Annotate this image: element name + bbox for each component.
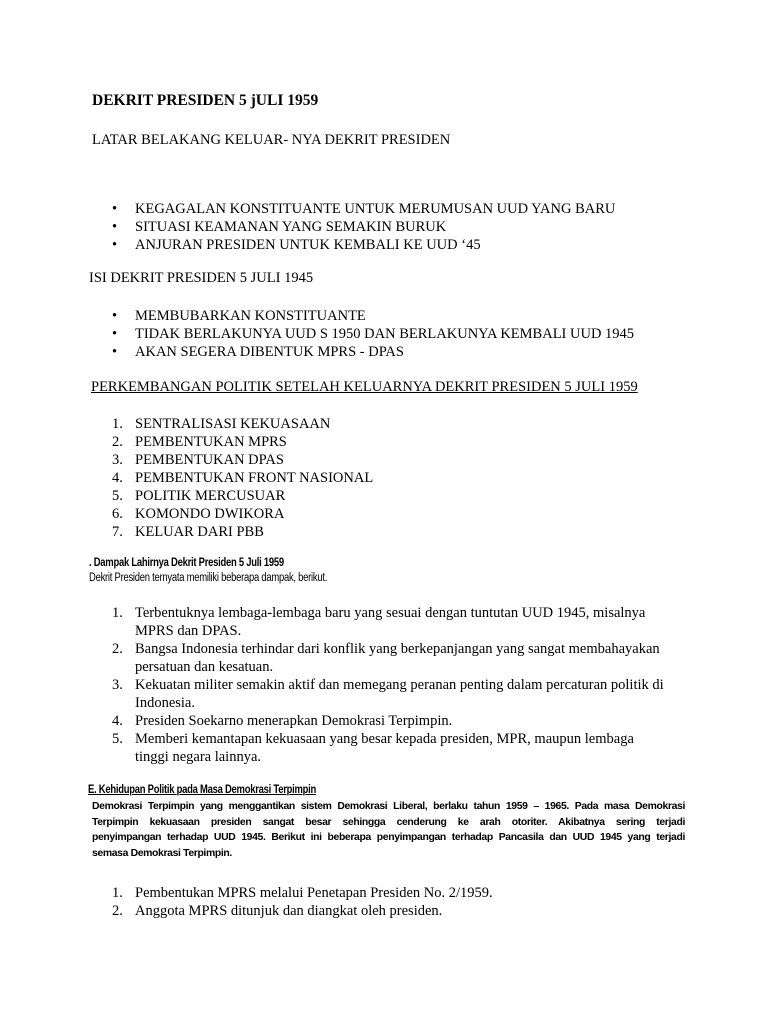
list-item: 5. Memberi kemantapan kekuasaan yang besar kepada presiden, MPR, maupun lembaga tinggi negara lainnya. [112,731,634,765]
paragraph-line: penyimpangan terhadap UUD 1945. Berikut ini beberapa penyimpangan terhadap Pancasila dan UUD 1945 yang terjadi [92,832,685,843]
list-item: • TIDAK BERLAKUNYA UUD S 1950 DAN BERLAKUNYA KEMBALI UUD 1945 [112,326,635,342]
bullet-icon: • [112,237,118,253]
list-item: 6. KOMONDO DWIKORA [112,506,285,522]
background-list [112,200,616,254]
list-item: 4. Presiden Soekarno menerapkan Demokrasi Terpimpin. [112,713,453,729]
list-item: • AKAN SEGERA DIBENTUK MPRS - DPAS [112,344,404,360]
background-heading: LATAR BELAKANG KELUAR- NYA DEKRIT PRESIDEN [92,132,451,148]
bullet-icon: • [112,219,118,235]
list-item: 1. Terbentuknya lembaga-lembaga baru yang sesuai dengan tuntutan UUD 1945, misalnya MPRS dan DPAS. [112,605,646,639]
list-item: 3. Kekuatan militer semakin aktif dan memegang peranan penting dalam percaturan politik di Indonesia. [112,677,664,711]
development-list [112,415,374,541]
list-item: • ANJURAN PRESIDEN UNTUK KEMBALI KE UUD ‘45 [112,237,481,253]
list-item: 2. Bangsa Indonesia terhindar dari konflik yang berkepanjangan yang sangat membahayakan persatuan dan kesatuan. [112,641,660,675]
content-heading: ISI DEKRIT PRESIDEN 5 JULI 1945 [89,270,314,286]
impact-intro: Dekrit Presiden ternyata memiliki beberapa dampak, berikut. [89,572,328,584]
document-title: DEKRIT PRESIDEN 5 jULI 1959 [92,92,319,109]
paragraph-line: semasa Demokrasi Terpimpin. [92,847,232,859]
guided-democracy-paragraph [92,799,685,861]
list-item: 1. SENTRALISASI KEKUASAAN [112,416,331,432]
impact-heading: . Dampak Lahirnya Dekrit Presiden 5 Juli 1959 [89,557,284,569]
paragraph-line: Demokrasi Terpimpin yang menggantikan sistem Demokrasi Liberal, berlaku tahun 1959 – 1965. Pada masa Demokrasi [92,801,685,812]
impact-list [112,604,670,766]
list-item: • KEGAGALAN KONSTITUANTE UNTUK MERUMUSAN UUD YANG BARU [112,201,616,217]
bullet-icon: • [112,326,118,342]
list-item: 2. Anggota MPRS ditunjuk dan diangkat oleh presiden. [112,903,443,919]
bullet-icon: • [112,308,118,324]
list-item: 1. Pembentukan MPRS melalui Penetapan Presiden No. 2/1959. [112,885,493,901]
guided-democracy-list [112,884,493,920]
paragraph-line: Terpimpin kekuasaan presiden sangat besar sehingga cenderung ke arah otoriter. Akibatnya sering terjadi [92,816,685,828]
list-item: 4. PEMBENTUKAN FRONT NASIONAL [112,470,374,486]
development-heading: PERKEMBANGAN POLITIK SETELAH KELUARNYA DEKRIT PRESIDEN 5 JULI 1959 [91,379,638,395]
content-list [112,307,635,361]
list-item: 2. PEMBENTUKAN MPRS [112,434,287,450]
list-item: 5. POLITIK MERCUSUAR [112,488,286,504]
list-item: • SITUASI KEAMANAN YANG SEMAKIN BURUK [112,219,447,235]
bullet-icon: • [112,201,118,217]
guided-democracy-heading: E. Kehidupan Politik pada Masa Demokrasi Terpimpin [88,784,317,796]
list-item: 3. PEMBENTUKAN DPAS [112,452,284,468]
list-item: 7. KELUAR DARI PBB [112,524,264,540]
list-item: • MEMBUBARKAN KONSTITUANTE [112,308,366,324]
bullet-icon: • [112,344,118,360]
